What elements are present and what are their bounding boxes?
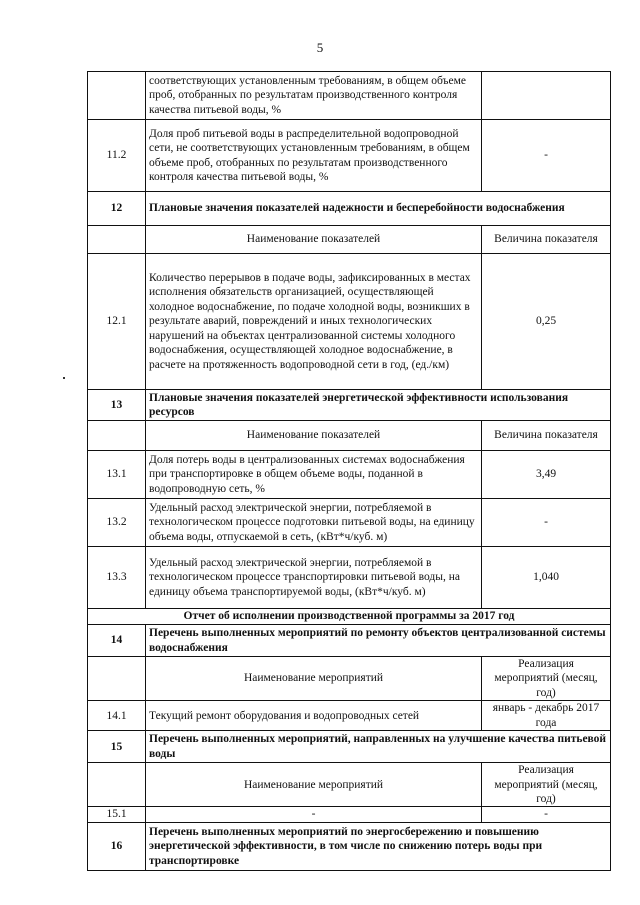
section-title: Плановые значения показателей энергетической эффективности использования ресурсов (146, 390, 611, 421)
row-text: соответствующих установленным требованиям, в общем объеме проб, отобранных по результатам производственного контроля качества питьевой воды, % (146, 72, 482, 120)
row-text: Доля потерь воды в централизованных системах водоснабжения при транспортировке в общем объеме воды, поданной в водопроводную сеть, % (146, 451, 482, 499)
header-row (88, 657, 611, 701)
column-header-name: Наименование показателей (146, 421, 482, 451)
section-number: 14 (88, 625, 146, 657)
row-number: 13.3 (88, 547, 146, 609)
table-row (88, 254, 611, 390)
column-header-value: Величина показателя (482, 421, 611, 451)
row-number (88, 421, 146, 451)
row-value: - (482, 120, 611, 192)
row-number (88, 763, 146, 807)
header-row (88, 763, 611, 807)
program-table (87, 71, 611, 871)
section-number: 16 (88, 822, 146, 870)
row-number (88, 226, 146, 254)
row-text: Количество перерывов в подаче воды, зафиксированных в местах исполнения обязательств организацией, осуществляющей холодное водоснабжение, по подаче холодной воды, возникших в результате аварий, повреждений и иных технологических нарушений на объектах централизованной системы холодного водоснабжения, осуществляющей холодное водоснабжение, в расчете на протяженность водопроводной сети в год, (ед./км) (146, 254, 482, 390)
column-header-name: Наименование мероприятий (146, 763, 482, 807)
section-row (88, 625, 611, 657)
table-row (88, 701, 611, 731)
section-row (88, 822, 611, 870)
column-header-value: Реализация мероприятий (месяц, год) (482, 657, 611, 701)
page-number: 5 (316, 40, 324, 55)
row-value: 3,49 (482, 451, 611, 499)
row-number (88, 657, 146, 701)
scan-speck (63, 377, 65, 379)
column-header-value: Реализация мероприятий (месяц, год) (482, 763, 611, 807)
section-title: Перечень выполненных мероприятий, направленных на улучшение качества питьевой воды (146, 731, 611, 763)
table-row (88, 499, 611, 547)
section-title: Плановые значения показателей надежности и бесперебойности водоснабжения (146, 192, 611, 226)
report-row (88, 609, 611, 625)
row-value (482, 72, 611, 120)
section-row (88, 390, 611, 421)
row-number: 14.1 (88, 701, 146, 731)
row-number (88, 72, 146, 120)
row-value: 0,25 (482, 254, 611, 390)
row-value: - (482, 499, 611, 547)
section-title: Перечень выполненных мероприятий по ремонту объектов централизованной системы водоснабжения (146, 625, 611, 657)
column-header-name: Наименование показателей (146, 226, 482, 254)
row-text: Удельный расход электрической энергии, потребляемой в технологическом процессе транспортировки питьевой воды, на единицу объема транспортируемой воды, (кВт*ч/куб. м) (146, 547, 482, 609)
column-header-value: Величина показателя (482, 226, 611, 254)
row-text: Удельный расход электрической энергии, потребляемой в технологическом процессе подготовки питьевой воды, на единицу объема воды, отпускаемой в сеть, (кВт*ч/куб. м) (146, 499, 482, 547)
section-number: 15 (88, 731, 146, 763)
header-row (88, 226, 611, 254)
table-row (88, 120, 611, 192)
row-number: 13.1 (88, 451, 146, 499)
section-number: 13 (88, 390, 146, 421)
report-title: Отчет об исполнении производственной программы за 2017 год (88, 609, 611, 625)
section-title: Перечень выполненных мероприятий по энергосбережению и повышению энергетической эффективности, в том числе по снижению потерь воды при транспортировке (146, 822, 611, 870)
table-row (88, 72, 611, 120)
table-row (88, 451, 611, 499)
row-number: 13.2 (88, 499, 146, 547)
section-number: 12 (88, 192, 146, 226)
row-number: 12.1 (88, 254, 146, 390)
row-value: январь - декабрь 2017 года (482, 701, 611, 731)
table-row (88, 807, 611, 822)
row-number: 11.2 (88, 120, 146, 192)
column-header-name: Наименование мероприятий (146, 657, 482, 701)
row-number: 15.1 (88, 807, 146, 822)
section-row (88, 192, 611, 226)
row-text: Текущий ремонт оборудования и водопроводных сетей (146, 701, 482, 731)
row-value: 1,040 (482, 547, 611, 609)
row-text: Доля проб питьевой воды в распределительной водопроводной сети, не соответствующих установленным требованиям, в общем объеме проб, отобранных по результатам производственного контроля качества питьевой воды, % (146, 120, 482, 192)
section-row (88, 731, 611, 763)
header-row (88, 421, 611, 451)
row-text: - (146, 807, 482, 822)
row-value: - (482, 807, 611, 822)
table-row (88, 547, 611, 609)
